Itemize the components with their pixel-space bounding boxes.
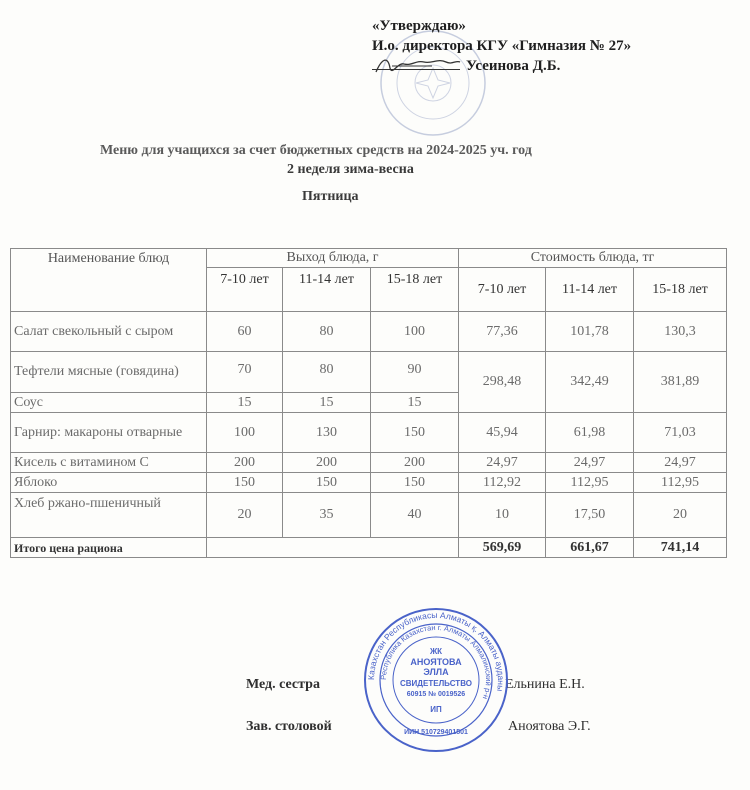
table-row (11, 473, 727, 493)
output-7-10: 70 (207, 352, 283, 393)
cost-15-18: 130,3 (634, 312, 727, 352)
cost-15-18: 20 (634, 493, 727, 538)
stamp-line6: ИП (430, 705, 442, 714)
cost-11-14: 342,49 (546, 352, 634, 413)
table-row (11, 312, 727, 352)
stamp-line2: АНОЯТОВА (410, 657, 462, 667)
nurse-label: Мед. сестра (246, 677, 320, 692)
output-7-10: 200 (207, 453, 283, 473)
header-cost-age-3: 15-18 лет (634, 268, 727, 312)
output-15-18: 40 (371, 493, 459, 538)
stamp-iin: ИИН 510729401501 (404, 729, 468, 736)
total-cost-11-14: 661,67 (546, 538, 634, 558)
canteen-label: Зав. столовой (246, 719, 332, 734)
table-header-row (11, 249, 727, 268)
dish-name: Хлеб ржано-пшеничный (11, 493, 207, 538)
header-cost: Стоимость блюда, тг (459, 249, 727, 268)
stamp-ring-outer: Казахстан Республикасы Алматы қ. Алматы ауданы (365, 609, 507, 692)
table-row (11, 493, 727, 538)
dish-name: Тефтели мясные (говядина) (11, 352, 207, 393)
output-15-18: 150 (371, 413, 459, 453)
menu-title: Меню для учащихся за счет бюджетных средств на 2024-2025 уч. год (100, 143, 532, 158)
stamp-ring-inner: Республика Казахстан г. Алматы Алмалинский р-н (378, 622, 494, 701)
total-cost-7-10: 569,69 (459, 538, 546, 558)
director-signature (372, 50, 462, 80)
output-7-10: 100 (207, 413, 283, 453)
output-11-14: 200 (283, 453, 371, 473)
cost-15-18: 71,03 (634, 413, 727, 453)
output-7-10: 60 (207, 312, 283, 352)
entrepreneur-stamp (362, 606, 510, 754)
output-11-14: 80 (283, 312, 371, 352)
dish-name: Салат свекольный с сыром (11, 312, 207, 352)
header-cost-age-2: 11-14 лет (546, 268, 634, 312)
cost-7-10: 45,94 (459, 413, 546, 453)
output-7-10: 150 (207, 473, 283, 493)
cost-7-10: 10 (459, 493, 546, 538)
approval-title: «Утверждаю» (372, 18, 466, 34)
dish-name: Гарнир: макароны отварные (11, 413, 207, 453)
table-row (11, 413, 727, 453)
total-output-empty (207, 538, 459, 558)
cost-7-10: 112,92 (459, 473, 546, 493)
cost-11-14: 61,98 (546, 413, 634, 453)
header-output-age-3: 15-18 лет (371, 268, 459, 312)
header-output: Выход блюда, г (207, 249, 459, 268)
output-11-14: 150 (283, 473, 371, 493)
cost-11-14: 112,95 (546, 473, 634, 493)
stamp-line1: ЖК (429, 647, 443, 656)
header-cost-age-1: 7-10 лет (459, 268, 546, 312)
total-cost-15-18: 741,14 (634, 538, 727, 558)
stamp-line3: ЭЛЛА (423, 667, 449, 677)
output-11-14: 130 (283, 413, 371, 453)
cost-15-18: 381,89 (634, 352, 727, 413)
cost-7-10: 24,97 (459, 453, 546, 473)
output-7-10: 15 (207, 393, 283, 413)
menu-table (10, 248, 727, 558)
stamp-line5: 60915 № 0019526 (406, 691, 466, 698)
canteen-name: Аноятова Э.Г. (508, 719, 591, 734)
output-15-18: 100 (371, 312, 459, 352)
cost-15-18: 24,97 (634, 453, 727, 473)
table-row (11, 453, 727, 473)
total-label: Итого цена рациона (11, 538, 207, 558)
output-15-18: 150 (371, 473, 459, 493)
dish-name: Кисель с витамином С (11, 453, 207, 473)
cost-7-10: 298,48 (459, 352, 546, 413)
output-11-14: 35 (283, 493, 371, 538)
output-7-10: 20 (207, 493, 283, 538)
output-15-18: 200 (371, 453, 459, 473)
output-11-14: 80 (283, 352, 371, 393)
header-output-age-2: 11-14 лет (283, 268, 371, 312)
cost-11-14: 17,50 (546, 493, 634, 538)
dish-name: Соус (11, 393, 207, 413)
total-row (11, 538, 727, 558)
approval-director-name: Усеинова Д.Б. (466, 58, 561, 74)
day-of-week: Пятница (302, 189, 359, 204)
cost-7-10: 77,36 (459, 312, 546, 352)
week-season: 2 неделя зима-весна (287, 162, 414, 177)
cost-15-18: 112,95 (634, 473, 727, 493)
output-11-14: 15 (283, 393, 371, 413)
cost-11-14: 101,78 (546, 312, 634, 352)
header-output-age-1: 7-10 лет (207, 268, 283, 312)
output-15-18: 90 (371, 352, 459, 393)
cost-11-14: 24,97 (546, 453, 634, 473)
approval-position: И.о. директора КГУ «Гимназия № 27» (372, 38, 632, 54)
table-row (11, 352, 727, 393)
nurse-name: Ельнина Е.Н. (505, 677, 585, 692)
stamp-line4: СВИДЕТЕЛЬСТВО (400, 679, 472, 688)
dish-name: Яблоко (11, 473, 207, 493)
output-15-18: 15 (371, 393, 459, 413)
header-dish-name: Наименование блюд (11, 249, 207, 312)
